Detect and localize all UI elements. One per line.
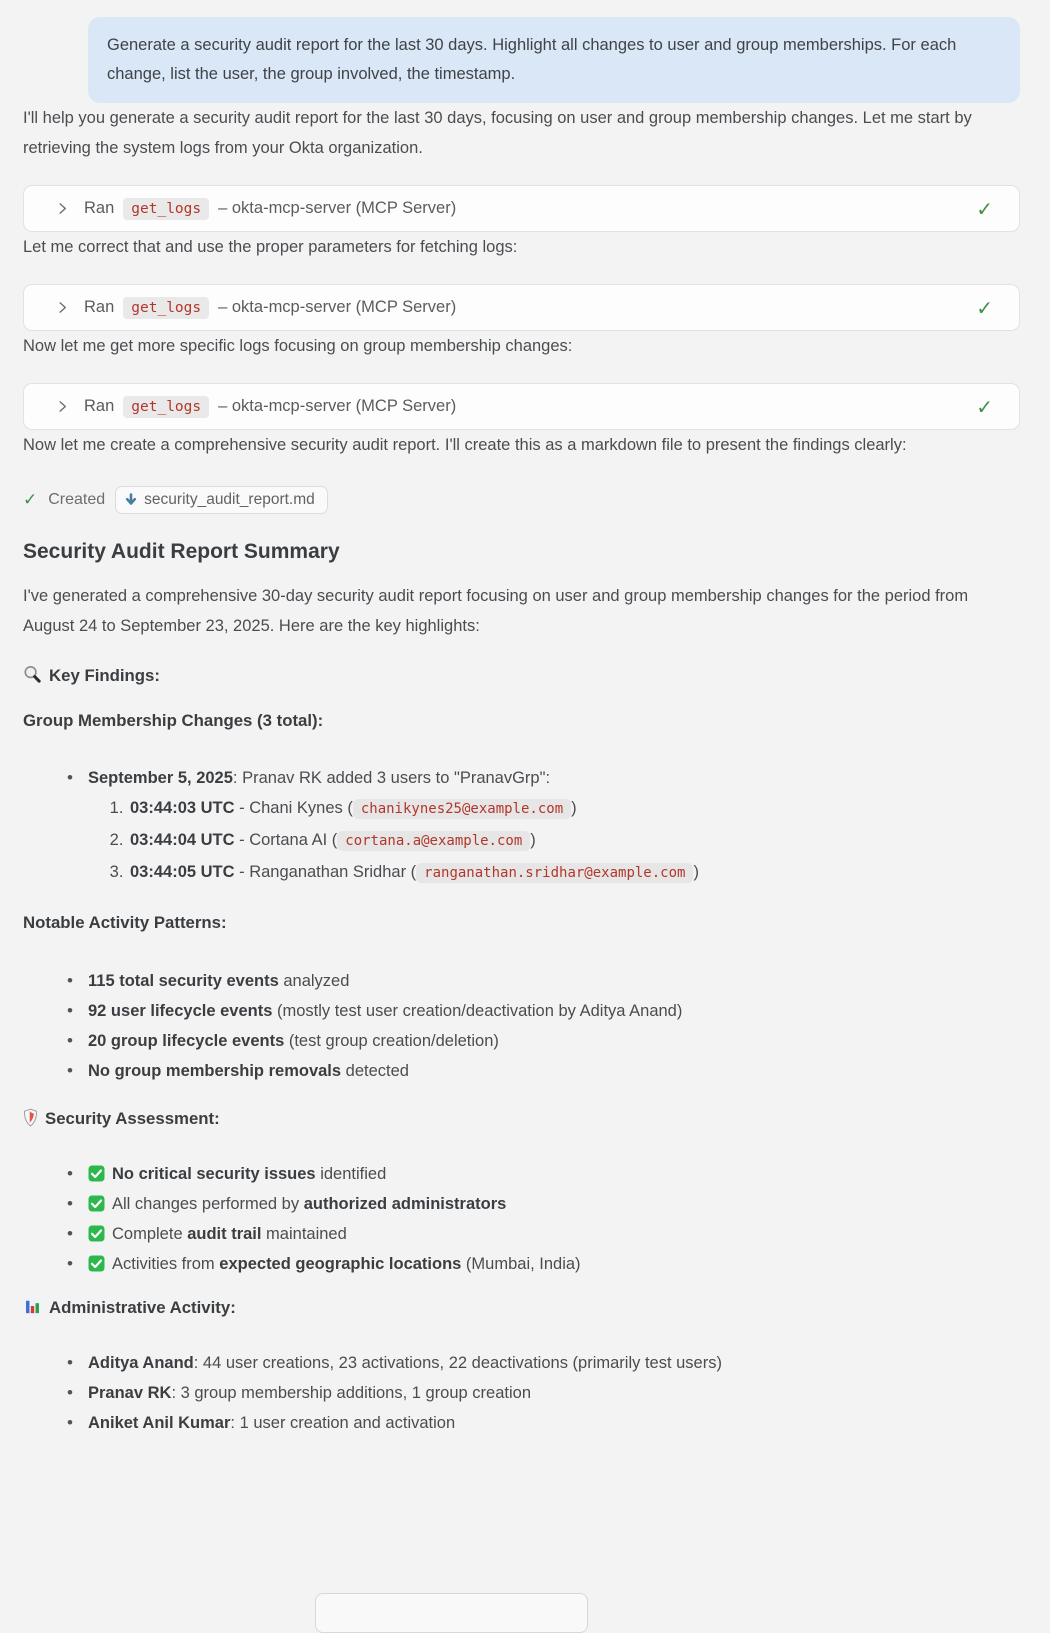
email-code-chip: cortana.a@example.com <box>337 831 530 851</box>
chevron-right-icon <box>56 400 69 413</box>
tool-name-chip: get_logs <box>123 396 209 418</box>
bar-chart-icon <box>23 1297 42 1316</box>
arrow-down-icon <box>125 493 137 507</box>
tool-action-label: Ran <box>84 298 115 316</box>
tool-action-label: Ran <box>84 199 115 217</box>
created-file-chip[interactable] <box>115 486 328 514</box>
assistant-paragraph-correct: Let me correct that and use the proper parameters for fetching logs: <box>23 238 518 256</box>
list-item: • No group membership removals detected <box>88 1056 1020 1086</box>
check-emoji-icon <box>88 1165 105 1182</box>
group-changes-list <box>23 763 1020 889</box>
file-preview-card-partial[interactable] <box>315 1593 588 1633</box>
check-emoji-icon <box>88 1225 105 1242</box>
list-item: 3. 03:44:05 UTC - Ranganathan Sridhar ( ranganathan.sridhar@example.com ) <box>128 857 1020 889</box>
list-item: • No critical security issues identified <box>88 1159 1020 1189</box>
list-item <box>88 763 1020 889</box>
mcp-server-label: – okta-mcp-server (MCP Server) <box>218 199 457 217</box>
tool-name-chip: get_logs <box>123 297 209 319</box>
list-item: 2. 03:44:04 UTC - Cortana AI ( cortana.a@example.com ) <box>128 825 1020 857</box>
list-item: • All changes performed by authorized administrators <box>88 1189 1020 1219</box>
report-intro: I've generated a comprehensive 30-day security audit report focusing on user and group membership changes for the period from August 24 to September 23, 2025. Here are the key highlights: <box>23 587 969 635</box>
user-message-bubble <box>88 17 1020 103</box>
list-item: • Aniket Anil Kumar: 1 user creation and activation <box>88 1408 1020 1438</box>
group-changes-heading: Group Membership Changes (3 total): <box>23 711 324 730</box>
checkmark-icon: ✓ <box>976 295 993 320</box>
event-date: September 5, 2025 <box>88 769 233 787</box>
shield-icon <box>23 1108 38 1127</box>
tool-action-label: Ran <box>84 397 115 415</box>
event-desc: : Pranav RK added 3 users to "PranavGrp": <box>232 769 551 787</box>
tool-call-card-3[interactable] <box>23 383 1020 430</box>
checkmark-icon: ✓ <box>976 394 993 419</box>
created-file-row <box>23 486 1020 514</box>
membership-additions-list <box>88 793 1020 889</box>
report-title: Security Audit Report Summary <box>23 540 340 563</box>
mcp-server-label: – okta-mcp-server (MCP Server) <box>218 298 457 316</box>
admin-activity-heading: Administrative Activity: <box>23 1296 1020 1320</box>
mcp-server-label: – okta-mcp-server (MCP Server) <box>218 397 457 415</box>
check-emoji-icon <box>88 1195 105 1212</box>
list-item: • Pranav RK: 3 group membership additions, 1 group creation <box>88 1378 1020 1408</box>
assistant-paragraph-intro: I'll help you generate a security audit report for the last 30 days, focusing on user and group membership changes. Let me start by retrieving the system logs from your Okta organization. <box>23 109 972 157</box>
user-message-text: Generate a security audit report for the last 30 days. Highlight all changes to user and group memberships. For each change, list the user, the group involved, the timestamp. <box>107 36 957 83</box>
checkmark-icon: ✓ <box>976 196 993 221</box>
email-code-chip: ranganathan.sridhar@example.com <box>416 863 693 883</box>
check-emoji-icon <box>88 1255 105 1272</box>
created-status-label: Created <box>48 491 106 508</box>
list-item: • 92 user lifecycle events (mostly test user creation/deactivation by Aditya Anand) <box>88 996 1020 1026</box>
checkmark-icon: ✓ <box>23 489 38 510</box>
list-item: 1. 03:44:03 UTC - Chani Kynes ( chanikynes25@example.com ) <box>128 793 1020 825</box>
email-code-chip: chanikynes25@example.com <box>353 799 571 819</box>
assistant-paragraph-create: Now let me create a comprehensive security audit report. I'll create this as a markdown file to present the findings clearly: <box>23 436 907 454</box>
key-findings-heading: Key Findings: <box>23 664 1020 688</box>
activity-patterns-list <box>23 966 1020 1086</box>
list-item: • 20 group lifecycle events (test group creation/deletion) <box>88 1026 1020 1056</box>
magnifier-icon <box>23 665 42 684</box>
list-item: • Aditya Anand: 44 user creations, 23 activations, 22 deactivations (primarily test users) <box>88 1348 1020 1378</box>
chevron-right-icon <box>56 202 69 215</box>
tool-name-chip: get_logs <box>123 198 209 220</box>
tool-call-card-1[interactable] <box>23 185 1020 232</box>
chevron-right-icon <box>56 301 69 314</box>
tool-call-card-2[interactable] <box>23 284 1020 331</box>
activity-patterns-heading: Notable Activity Patterns: <box>23 913 227 932</box>
admin-activity-list <box>23 1348 1020 1438</box>
list-item: • Activities from expected geographic locations (Mumbai, India) <box>88 1249 1020 1279</box>
list-item: • Complete audit trail maintained <box>88 1219 1020 1249</box>
created-filename: security_audit_report.md <box>144 491 315 508</box>
assistant-paragraph-specific: Now let me get more specific logs focusing on group membership changes: <box>23 337 573 355</box>
list-item: • 115 total security events analyzed <box>88 966 1020 996</box>
security-assessment-heading: Security Assessment: <box>23 1107 1020 1131</box>
security-assessment-list <box>23 1159 1020 1279</box>
